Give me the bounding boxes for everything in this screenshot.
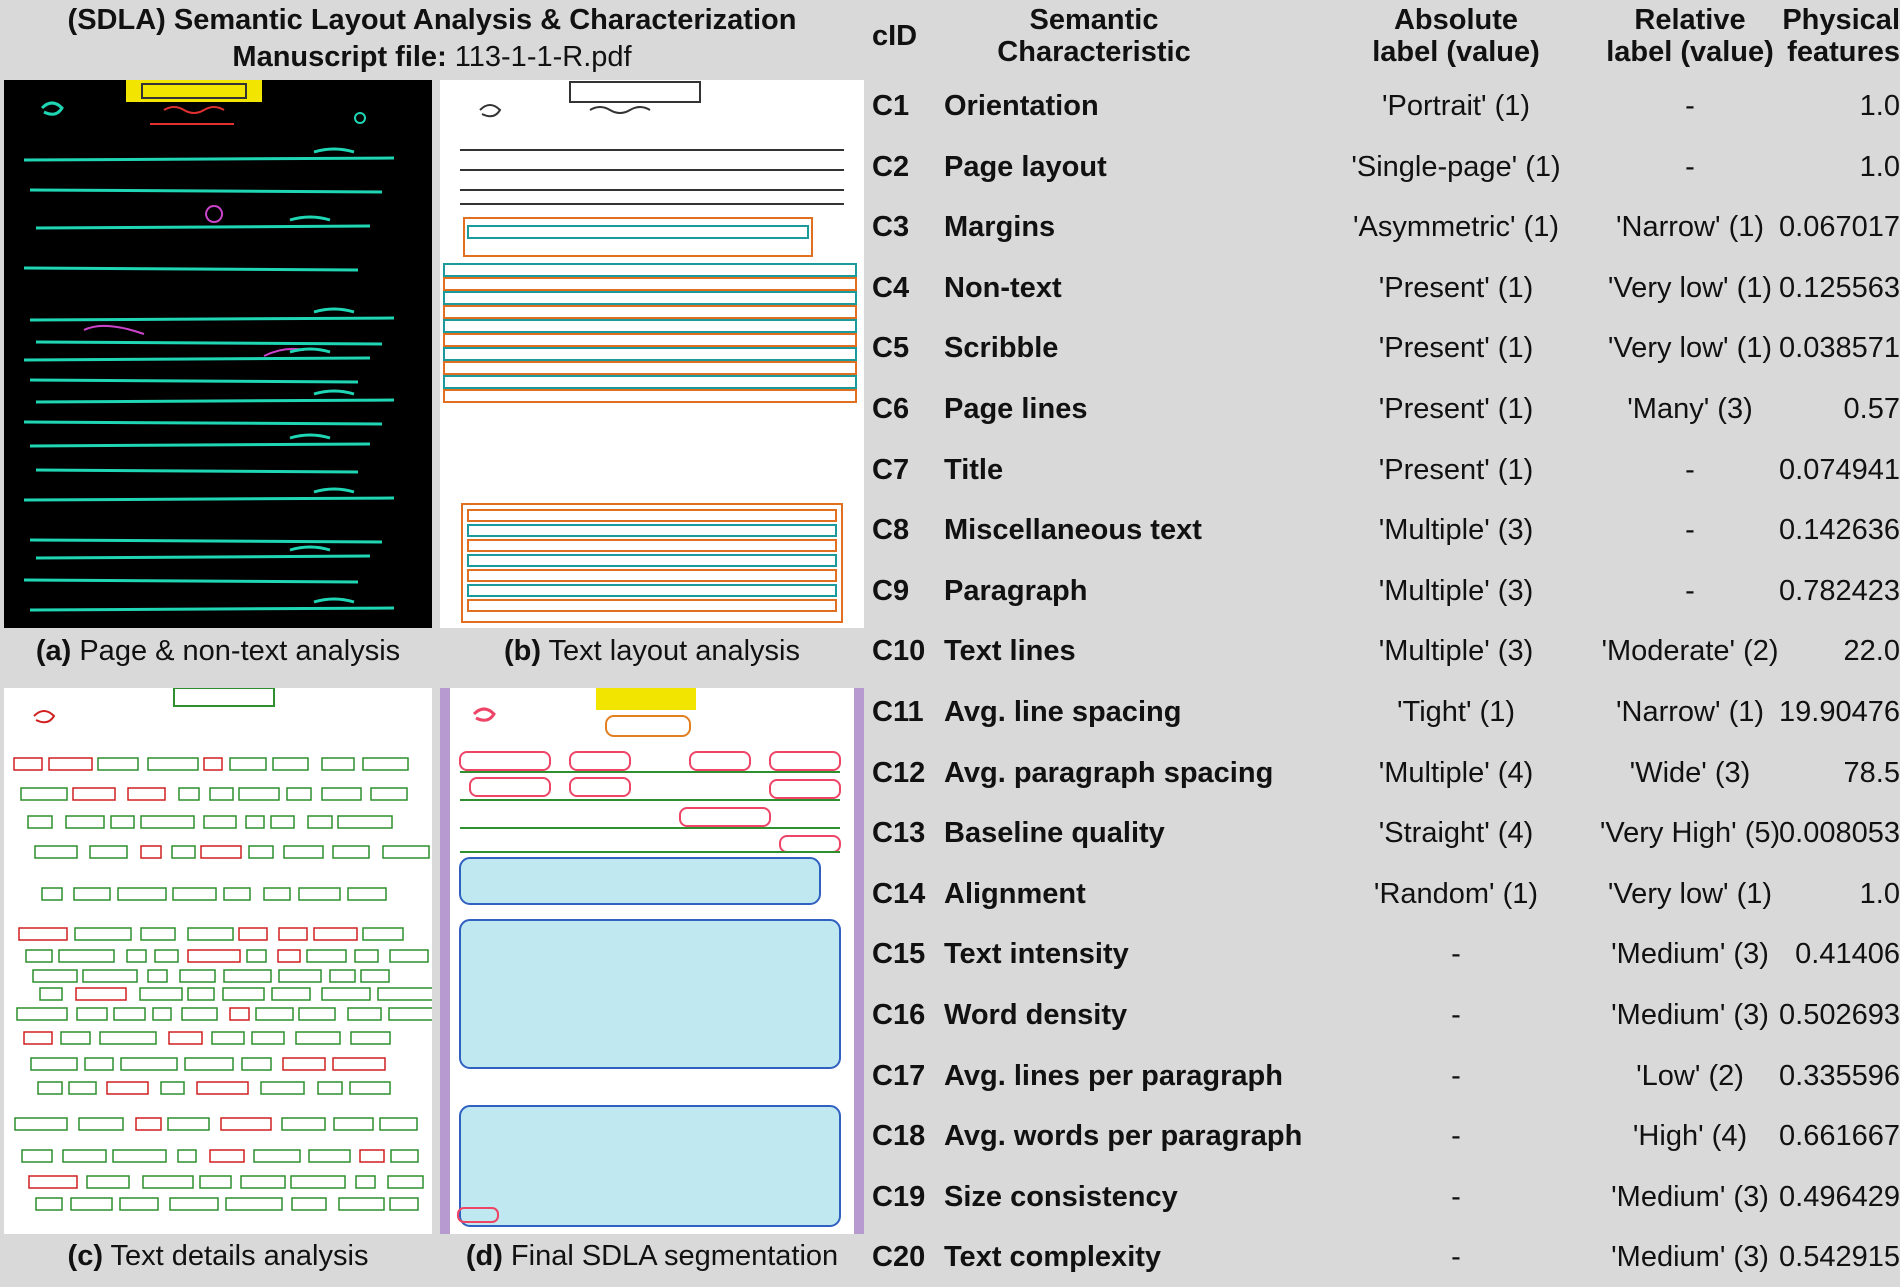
row-relative-label: 'Many' (3) [1627,393,1753,425]
row-relative-label: - [1685,90,1695,122]
row-absolute-label: 'Multiple' (3) [1378,514,1534,547]
row-physical-feature: 0.074941 [1779,453,1900,486]
row-cid: C9 [872,574,910,607]
row-cid: C18 [872,1120,926,1153]
row-relative-label: 'Medium' (3) [1611,1180,1769,1213]
table-row [864,1167,1900,1227]
paragraph-region [460,1106,840,1226]
row-relative-label: 'Medium' (3) [1611,938,1769,971]
row-cid: C10 [872,635,926,668]
row-physical-feature: 1.0 [1859,150,1900,183]
row-relative-label: - [1685,514,1695,547]
row-relative-label: 'Very High' (5) [1599,817,1781,850]
file-name: 113-1-1-R.pdf [454,41,632,73]
table-row [864,864,1900,924]
row-physical-feature: 0.008053 [1779,817,1900,850]
row-relative-label: 'Medium' (3) [1611,999,1769,1031]
row-characteristic: Non-text [944,271,1062,304]
manuscript-file-line [0,38,864,76]
row-relative-label: 'Medium' (3) [1611,1241,1769,1274]
row-relative-label: 'Moderate' (2) [1601,635,1779,668]
row-relative-label: 'Narrow' (1) [1615,696,1765,728]
row-characteristic: Size consistency [944,1180,1178,1213]
caption-a: (a) Page & non-text analysis [35,635,401,667]
row-physical-feature: 0.335596 [1779,1059,1900,1092]
table-row [864,197,1900,257]
row-physical-feature: 0.542915 [1779,1241,1900,1274]
row-absolute-label: 'Random' (1) [1373,877,1539,910]
table-row [864,743,1900,803]
characteristics-table [864,0,1900,1276]
row-cid: C6 [872,393,910,425]
row-physical-feature: 0.496429 [1779,1180,1900,1213]
row-characteristic: Page lines [944,393,1088,425]
row-cid: C14 [872,877,926,910]
table-row [864,621,1900,681]
row-absolute-label: 'Tight' (1) [1397,696,1515,728]
row-absolute-label: - [1451,1059,1461,1092]
row-cid: C16 [872,999,926,1031]
row-characteristic: Avg. line spacing [944,696,1182,728]
row-relative-label: 'Low' (2) [1636,1059,1744,1092]
row-cid: C3 [872,211,910,244]
row-physical-feature: 78.5 [1843,756,1900,789]
row-cid: C11 [872,696,924,728]
row-physical-feature: 0.57 [1843,393,1900,425]
col-header-semantic: Semantic Characteristic [997,4,1191,68]
row-cid: C15 [872,938,926,971]
row-relative-label: 'Very low' (1) [1607,271,1773,304]
row-physical-feature: 0.038571 [1779,332,1900,365]
row-absolute-label: - [1451,938,1461,971]
row-physical-feature: 0.067017 [1779,211,1900,244]
row-physical-feature: 22.0 [1843,635,1900,668]
row-characteristic: Margins [944,211,1056,244]
row-absolute-label: 'Multiple' (3) [1378,574,1534,607]
figure-header [0,0,864,78]
row-cid: C12 [872,756,926,789]
row-cid: C1 [872,90,910,122]
row-characteristic: Avg. words per paragraph [944,1120,1303,1153]
row-characteristic: Avg. paragraph spacing [944,756,1274,789]
row-absolute-label: - [1451,1180,1461,1213]
table-row [864,318,1900,378]
row-characteristic: Title [944,453,1004,486]
table-row [864,1106,1900,1166]
row-physical-feature: 0.142636 [1779,514,1900,547]
table-row [864,379,1900,439]
row-absolute-label: - [1451,1120,1461,1153]
figure-title: (SDLA) Semantic Layout Analysis & Characterization [67,4,797,36]
row-cid: C2 [872,150,910,183]
table-row [864,924,1900,984]
table-row [864,682,1900,742]
panel-c-text-details [4,688,432,1234]
row-physical-feature: 0.125563 [1779,271,1900,304]
row-physical-feature: 0.41406 [1795,938,1900,971]
row-characteristic: Avg. lines per paragraph [944,1059,1283,1092]
row-cid: C8 [872,514,910,547]
row-relative-label: 'Very low' (1) [1607,332,1773,365]
row-cid: C20 [872,1241,926,1274]
row-cid: C5 [872,332,910,365]
panel-b-image [440,80,864,628]
row-characteristic: Text lines [944,635,1076,668]
row-absolute-label: 'Multiple' (3) [1378,635,1534,668]
row-characteristic: Word density [944,999,1128,1031]
paragraph-region [460,920,840,1068]
row-relative-label: 'Narrow' (1) [1615,211,1765,244]
row-cid: C13 [872,817,926,850]
row-physical-feature: 1.0 [1859,90,1900,122]
table-row [864,1046,1900,1106]
row-characteristic: Text complexity [944,1241,1162,1274]
row-relative-label: - [1685,453,1695,486]
row-absolute-label: 'Asymmetric' (1) [1352,211,1560,244]
panel-b-text-layout [440,80,864,628]
panel-a-page-nontext [4,80,432,628]
row-characteristic: Page layout [944,150,1107,183]
row-relative-label: - [1685,574,1695,607]
row-absolute-label: 'Present' (1) [1378,332,1534,365]
table-row [864,561,1900,621]
table-row [864,500,1900,560]
file-label: Manuscript file: [232,41,447,73]
row-cid: C7 [872,453,910,486]
table-row [864,985,1900,1045]
row-absolute-label: 'Single-page' (1) [1351,150,1561,183]
row-cid: C19 [872,1180,926,1213]
col-header-physical: Physical features [1782,4,1900,68]
col-header-relative: Relative label (value) [1606,4,1774,68]
col-header-absolute: Absolute label (value) [1372,4,1540,68]
row-characteristic: Alignment [944,877,1086,910]
panel-d-image [440,688,864,1234]
row-absolute-label: 'Straight' (4) [1378,817,1534,850]
row-characteristic: Orientation [944,90,1099,122]
caption-c: (c) Text details analysis [67,1240,369,1272]
panel-d-final-segmentation [440,688,864,1234]
row-characteristic: Miscellaneous text [944,514,1202,547]
row-relative-label: 'Wide' (3) [1629,756,1751,789]
row-absolute-label: 'Present' (1) [1378,393,1534,425]
caption-b: (b) Text layout analysis [503,635,801,667]
row-characteristic: Text intensity [944,938,1129,971]
paragraph-region [460,858,820,904]
row-relative-label: - [1685,150,1695,183]
row-physical-feature: 0.782423 [1779,574,1900,607]
row-cid: C17 [872,1059,926,1092]
row-physical-feature: 1.0 [1859,877,1900,910]
row-characteristic: Baseline quality [944,817,1165,850]
row-absolute-label: - [1451,999,1461,1031]
col-header-cid: cID [872,20,918,52]
table-row [864,1227,1900,1287]
table-row [864,137,1900,197]
table-row [864,440,1900,500]
row-cid: C4 [872,271,910,304]
row-absolute-label: 'Present' (1) [1378,271,1534,304]
row-physical-feature: 0.661667 [1779,1120,1900,1153]
table-row [864,258,1900,318]
row-characteristic: Scribble [944,332,1059,365]
row-physical-feature: 19.90476 [1779,696,1900,728]
panel-a-image [4,80,432,628]
row-relative-label: 'High' (4) [1632,1120,1748,1153]
table-row [864,76,1900,136]
row-relative-label: 'Very low' (1) [1607,877,1773,910]
row-absolute-label: 'Portrait' (1) [1381,90,1531,122]
row-absolute-label: 'Present' (1) [1378,453,1534,486]
row-physical-feature: 0.502693 [1779,999,1900,1031]
table-row [864,803,1900,863]
row-absolute-label: - [1451,1241,1461,1274]
panel-c-image [4,688,432,1234]
caption-d: (d) Final SDLA segmentation [465,1240,839,1272]
row-characteristic: Paragraph [944,574,1088,607]
row-absolute-label: 'Multiple' (4) [1378,756,1534,789]
